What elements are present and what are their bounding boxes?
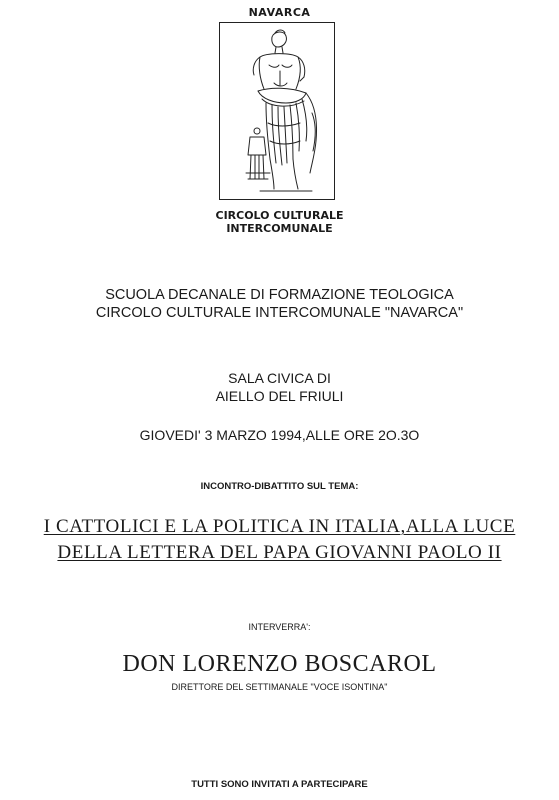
organizer-line1: SCUOLA DECANALE DI FORMAZIONE TEOLOGICA: [105, 287, 454, 303]
venue-line2: AIELLO DEL FRIULI: [215, 388, 344, 404]
logo: [219, 22, 335, 200]
venue-line1: SALA CIVICA DI: [228, 370, 331, 386]
brand-subtitle-line2: INTERCOMUNALE: [226, 222, 333, 235]
speaker-intro: INTERVERRA':: [248, 622, 311, 632]
theme-intro: INCONTRO-DIBATTITO SUL TEMA:: [200, 481, 359, 492]
event-date: GIOVEDI' 3 MARZO 1994,ALLE ORE 2O.3O: [139, 427, 420, 443]
classical-statue-icon: [220, 23, 336, 201]
theme-line2: DELLA LETTERA DEL PAPA GIOVANNI PAOLO II: [57, 542, 502, 563]
invitation-footer: TUTTI SONO INVITATI A PARTECIPARE: [191, 779, 368, 790]
speaker-role: DIRETTORE DEL SETTIMANALE "VOCE ISONTINA": [171, 682, 388, 692]
speaker-name: DON LORENZO BOSCAROL: [122, 651, 437, 677]
brand-name: NAVARCA: [248, 6, 311, 19]
organizer-line2: CIRCOLO CULTURALE INTERCOMUNALE "NAVARCA": [95, 305, 464, 321]
brand-subtitle-line1: CIRCOLO CULTURALE: [215, 209, 344, 222]
theme-line1: I CATTOLICI E LA POLITICA IN ITALIA,ALLA LUCE: [43, 516, 516, 537]
